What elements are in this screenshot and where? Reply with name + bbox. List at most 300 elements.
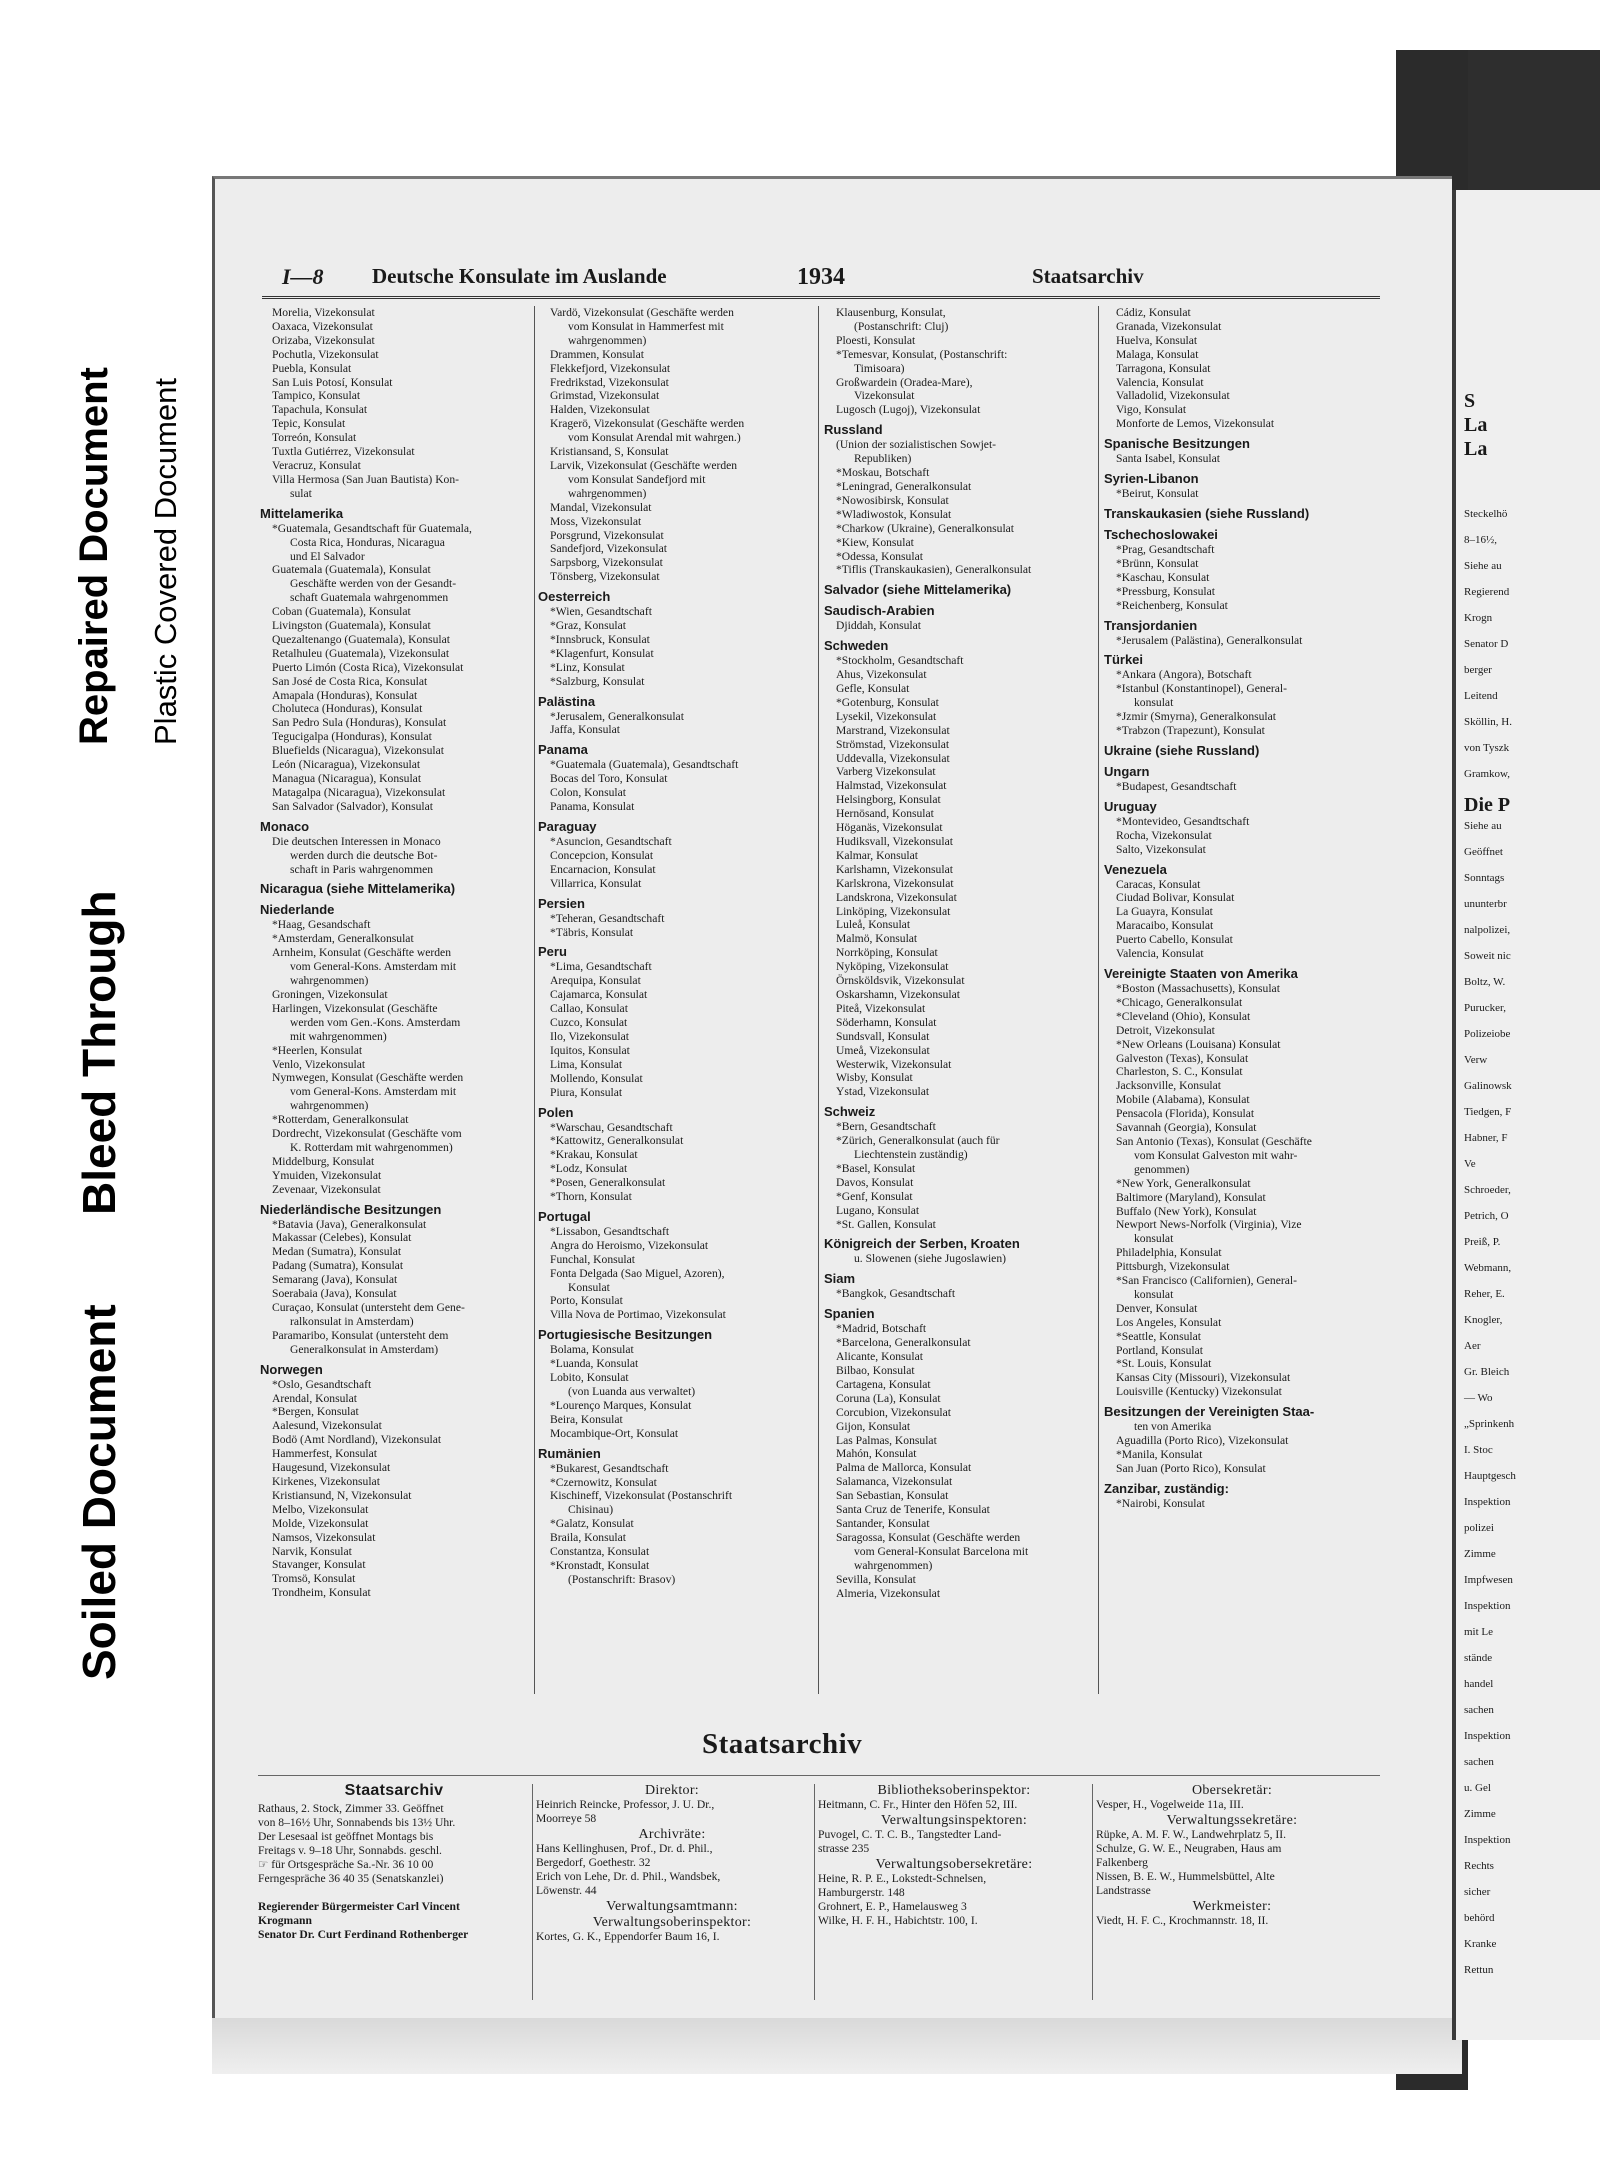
adjacent-page-text: Siehe au <box>1464 820 1502 832</box>
staff-entry: Hans Kellinghusen, Prof., Dr. d. Phil., <box>536 1842 713 1855</box>
adjacent-page-text: ununterbr <box>1464 898 1507 910</box>
consulate-entry: ralkonsulat in Amsterdam) <box>290 1314 414 1328</box>
consulate-entry: *Moskau, Botschaft <box>836 466 930 480</box>
consulate-entry: Concepcion, Konsulat <box>550 848 654 862</box>
consulate-column-1 <box>258 306 526 1696</box>
adjacent-page-text: Purucker, <box>1464 1002 1507 1014</box>
consulate-entry: Valencia, Konsulat <box>1116 947 1204 961</box>
staff-entry: Nissen, B. E. W., Hummelsbüttel, Alte <box>1096 1870 1275 1883</box>
consulate-entry: San Antonio (Texas), Konsulat (Geschäfte <box>1116 1134 1312 1148</box>
consulate-entry: *Kaschau, Konsulat <box>1116 570 1210 584</box>
consulate-entry: Arequipa, Konsulat <box>550 974 641 988</box>
consulate-entry: Moss, Vizekonsulat <box>550 514 642 528</box>
running-header <box>252 258 1382 298</box>
consulate-entry: vom Konsulat Sandefjord mit <box>568 472 706 486</box>
consulate-entry: Callao, Konsulat <box>550 1002 628 1016</box>
consulate-entry: Kristiansand, S, Konsulat <box>550 445 669 459</box>
consulate-entry: Philadelphia, Konsulat <box>1116 1246 1222 1260</box>
consulate-entry: Chisinau) <box>568 1503 614 1517</box>
consulate-entry: Saragossa, Konsulat (Geschäfte werden <box>836 1530 1021 1544</box>
country-heading: Venezuela <box>1104 861 1167 877</box>
consulate-entry: Arnheim, Konsulat (Geschäfte werden <box>272 946 451 960</box>
header-title: Deutsche Konsulate im Auslande <box>372 264 667 288</box>
consulate-entry: Makassar (Celebes), Konsulat <box>272 1231 412 1245</box>
adjacent-page-text: Gr. Bleich <box>1464 1366 1510 1378</box>
staff-role-heading: Obersekretär: <box>1191 1783 1273 1798</box>
consulate-entry: San Sebastian, Konsulat <box>836 1489 949 1503</box>
consulate-entry: *Galatz, Konsulat <box>550 1517 634 1531</box>
consulate-entry: vom General-Kons. Amsterdam mit <box>290 960 457 974</box>
consulate-entry: Flekkefjord, Vizekonsulat <box>550 361 671 375</box>
consulate-entry: *Bukarest, Gesandtschaft <box>550 1461 669 1475</box>
adjacent-page-text: von Tyszk <box>1464 742 1510 754</box>
adjacent-page-text: mit Le <box>1464 1626 1494 1638</box>
adjacent-page-text: polizei <box>1464 1522 1494 1534</box>
consulate-entry: *Lissabon, Gesandtschaft <box>550 1224 670 1238</box>
staff-entry: Schulze, G. W. E., Neugraben, Haus am <box>1096 1842 1282 1855</box>
page-number: I—8 <box>282 264 324 289</box>
adjacent-page-text: handel <box>1464 1678 1494 1690</box>
consulate-entry: Trondheim, Konsulat <box>272 1586 371 1600</box>
consulate-entry: *Budapest, Gesandtschaft <box>1116 779 1237 793</box>
consulate-entry: Republiken) <box>854 452 912 466</box>
consulate-entry: Curaçao, Konsulat (untersteht dem Gene- <box>272 1301 465 1314</box>
staff-entry: Puvogel, C. T. C. B., Tangstedter Land- <box>818 1828 1002 1841</box>
adjacent-page-text: Steckelhö <box>1464 508 1508 520</box>
consulate-entry: San Pedro Sula (Honduras), Konsulat <box>272 716 447 730</box>
consulate-entry: *Pressburg, Konsulat <box>1116 584 1215 598</box>
consulate-entry: *Jzmir (Smyrna), Generalkonsulat <box>1116 710 1277 724</box>
consulate-entry: Huelva, Konsulat <box>1116 333 1198 347</box>
consulate-entry: Sundsvall, Konsulat <box>836 1029 930 1043</box>
consulate-entry: *Oslo, Gesandtschaft <box>272 1377 372 1391</box>
adjacent-page-text: Die P <box>1464 794 1511 816</box>
consulate-entry: Encarnacion, Konsulat <box>550 862 656 876</box>
consulate-entry: Lima, Konsulat <box>550 1057 623 1071</box>
consulate-entry: *Temesvar, Konsulat, (Postanschrift: <box>836 347 1008 361</box>
country-heading: Peru <box>538 944 567 960</box>
consulate-entry: *Barcelona, Generalkonsulat <box>836 1336 971 1350</box>
consulate-entry: Salamanca, Vizekonsulat <box>836 1475 953 1489</box>
adjacent-page-text: berger <box>1464 664 1492 676</box>
info-line: Der Lesesaal ist geöffnet Montags bis <box>258 1830 434 1843</box>
consulate-entry: Tarragona, Konsulat <box>1116 361 1211 375</box>
consulate-entry: Davos, Konsulat <box>836 1175 914 1189</box>
consulate-entry: *New York, Generalkonsulat <box>1116 1176 1251 1190</box>
consulate-entry: Funchal, Konsulat <box>550 1252 636 1266</box>
consulate-entry: sulat <box>290 486 312 500</box>
consulate-entry: *Ankara (Angora), Botschaft <box>1116 668 1252 682</box>
section-title: Staatsarchiv <box>702 1728 863 1760</box>
consulate-entry: Ystad, Vizekonsulat <box>836 1085 930 1099</box>
consulate-entry: Managua (Nicaragua), Konsulat <box>272 772 422 785</box>
consulate-entry: Malaga, Konsulat <box>1116 347 1199 361</box>
consulate-entry: werden durch die deutsche Bot- <box>290 848 438 862</box>
consulate-entry: Timisoara) <box>854 361 905 375</box>
consulate-entry: Galveston (Texas), Konsulat <box>1116 1051 1249 1065</box>
consulate-entry: *Jerusalem (Palästina), Generalkonsulat <box>1116 633 1303 647</box>
consulate-entry: Umeå, Vizekonsulat <box>836 1043 930 1057</box>
country-heading: Russland <box>824 422 883 438</box>
consulate-entry: Villarrica, Konsulat <box>550 876 642 890</box>
country-heading: Spanien <box>824 1306 875 1322</box>
consulate-entry: Torreón, Konsulat <box>272 431 357 445</box>
consulate-entry: Hammerfest, Konsulat <box>272 1447 377 1461</box>
country-heading: Siam <box>824 1271 856 1287</box>
staff-role-heading: Verwaltungsobersekretäre: <box>875 1857 1033 1872</box>
country-heading: Besitzungen der Vereinigten Staa- <box>1104 1404 1315 1420</box>
staatsarchiv-info-column <box>258 1782 530 2002</box>
adjacent-page-text: Sköllin, H. <box>1464 716 1512 728</box>
consulate-entry: Klausenburg, Konsulat, <box>836 306 946 319</box>
adjacent-page-text: S <box>1464 390 1476 412</box>
adjacent-page-text: sachen <box>1464 1704 1494 1716</box>
adjacent-page-text: „Sprinkenh <box>1464 1418 1515 1430</box>
consulate-entry: Portland, Konsulat <box>1116 1343 1203 1357</box>
consulate-entry: Morelia, Vizekonsulat <box>272 306 375 319</box>
consulate-entry: Lugano, Konsulat <box>836 1203 920 1217</box>
consulate-entry: Tuxtla Gutiérrez, Vizekonsulat <box>272 445 415 459</box>
consulate-entry: Liechtenstein zuständig) <box>854 1148 968 1162</box>
consulate-entry: Mobile (Alabama), Konsulat <box>1116 1093 1250 1107</box>
country-heading: Spanische Besitzungen <box>1104 436 1250 452</box>
consulate-entry: *Boston (Massachusetts), Konsulat <box>1116 982 1280 995</box>
consulate-entry: Coban (Guatemala), Konsulat <box>272 605 411 619</box>
adjacent-page-text: Ve <box>1464 1158 1476 1170</box>
adjacent-page-text: Sonntags <box>1464 872 1505 884</box>
consulate-entry: Westerwik, Vizekonsulat <box>836 1057 952 1071</box>
consulate-entry: Mandal, Vizekonsulat <box>550 500 652 514</box>
consulate-entry: Baltimore (Maryland), Konsulat <box>1116 1190 1266 1204</box>
consulate-entry: Vigo, Konsulat <box>1116 403 1187 417</box>
staff-entry: Moorreye 58 <box>536 1812 597 1825</box>
consulate-entry: *Bergen, Konsulat <box>272 1405 359 1419</box>
consulate-entry: *Wladiwostok, Konsulat <box>836 507 952 521</box>
staff-role-heading: Verwaltungsamtmann: <box>606 1899 738 1914</box>
consulate-entry: Vardö, Vizekonsulat (Geschäfte werden <box>550 306 734 319</box>
staff-entry: Löwenstr. 44 <box>536 1884 597 1897</box>
info-lines <box>258 1802 530 1942</box>
staff-entry: Grohnert, E. P., Hamelausweg 3 <box>818 1900 967 1913</box>
consulate-entry: Savannah (Georgia), Konsulat <box>1116 1121 1257 1135</box>
consulate-entry: wahrgenommen) <box>568 333 647 347</box>
country-heading: Syrien-Libanon <box>1104 471 1199 487</box>
consulate-entry: Soerabaia (Java), Konsulat <box>272 1287 397 1301</box>
consulate-entry: (von Luanda aus verwaltet) <box>568 1385 696 1398</box>
country-heading: Persien <box>538 895 585 911</box>
consulate-entry: Geschäfte werden von der Gesandt- <box>290 577 457 591</box>
country-heading: Niederlande <box>260 902 335 918</box>
consulate-entry: werden vom Gen.-Kons. Amsterdam <box>290 1015 461 1029</box>
label-soiled-document: Soiled Document <box>73 1304 125 1680</box>
consulate-entry: Retalhuleu (Guatemala), Vizekonsulat <box>272 646 450 660</box>
consulate-entry: (Union der sozialistischen Sowjet- <box>836 438 997 452</box>
adjacent-page-text: I. Stoc <box>1464 1444 1493 1456</box>
consulate-entry: *Brünn, Konsulat <box>1116 556 1199 570</box>
consulate-entry: Bilbao, Konsulat <box>836 1364 915 1377</box>
consulate-entry: *Wien, Gesandtschaft <box>550 605 652 619</box>
consulate-entry: (Postanschrift: Cluj) <box>854 319 949 333</box>
adjacent-page-text: Inspektion <box>1464 1600 1511 1612</box>
consulate-entry: Hudiksvall, Vizekonsulat <box>836 835 953 848</box>
consulate-entry: Los Angeles, Konsulat <box>1116 1315 1222 1329</box>
consulate-entry: *Nowosibirsk, Konsulat <box>836 493 949 507</box>
consulate-entry: Porsgrund, Vizekonsulat <box>550 528 664 542</box>
label-repaired-document: Repaired Document <box>72 367 116 745</box>
column-divider <box>1098 306 1099 1694</box>
consulate-entry: Dordrecht, Vizekonsulat (Geschäfte vom <box>272 1127 462 1141</box>
consulate-entry: *San Francisco (Californien), General- <box>1116 1274 1297 1288</box>
consulate-entry: Sevilla, Konsulat <box>836 1572 916 1586</box>
consulate-entry: Piteå, Vizekonsulat <box>836 1001 926 1015</box>
staff-role-heading: Werkmeister: <box>1192 1899 1272 1914</box>
consulate-entry: *Lourenço Marques, Konsulat <box>550 1398 692 1412</box>
staff-column-secretaries <box>1096 1782 1368 2002</box>
country-heading: Portugal <box>538 1208 591 1224</box>
adjacent-page-text: sicher <box>1464 1886 1491 1898</box>
consulate-entry: K. Rotterdam mit wahrgenommen) <box>290 1140 453 1154</box>
consulate-entry: Strömstad, Vizekonsulat <box>836 737 950 751</box>
consulate-entry: Cádiz, Konsulat <box>1116 306 1191 319</box>
consulate-entry: *Thorn, Konsulat <box>550 1190 632 1204</box>
adjacent-page-text: Rechts <box>1464 1860 1494 1872</box>
consulate-entry: *Reichenberg, Konsulat <box>1116 598 1228 612</box>
consulate-entry: Tönsberg, Vizekonsulat <box>550 570 660 584</box>
consulate-entry: Villa Nova de Portimao, Vizekonsulat <box>550 1308 726 1322</box>
consulate-entry: Groningen, Vizekonsulat <box>272 987 388 1001</box>
adjacent-page-text: Senator D <box>1464 638 1509 650</box>
adjacent-page-text: Krogn <box>1464 612 1493 624</box>
consulate-entry: *Klagenfurt, Konsulat <box>550 646 654 660</box>
adjacent-page-text: Inspektion <box>1464 1730 1511 1742</box>
consulate-entry: *Kiew, Konsulat <box>836 535 914 549</box>
consulate-entry: Jaffa, Konsulat <box>550 723 620 737</box>
consulate-entry: Colon, Konsulat <box>550 786 627 800</box>
consulate-entry: Ilo, Vizekonsulat <box>550 1029 629 1043</box>
consulate-entry: Djiddah, Konsulat <box>836 619 922 633</box>
consulate-entry: Namsos, Vizekonsulat <box>272 1530 376 1544</box>
country-heading: Mittelamerika <box>260 505 344 521</box>
adjacent-page-text: Reher, E. <box>1464 1288 1505 1300</box>
consulate-entry: Nymwegen, Konsulat (Geschäfte werden <box>272 1071 464 1085</box>
consulate-entry: *Guatemala, Gesandtschaft für Guatemala, <box>272 521 472 535</box>
info-line: von 8–16½ Uhr, Sonnabends bis 13½ Uhr. <box>258 1816 456 1829</box>
column-divider <box>532 1784 533 2000</box>
consulate-entry: Puerto Limón (Costa Rica), Vizekonsulat <box>272 660 464 674</box>
consulate-entry: Wisby, Konsulat <box>836 1071 913 1085</box>
consulate-entry: vom Konsulat Galveston mit wahr- <box>1134 1148 1298 1162</box>
consulate-entry: Höganäs, Vizekonsulat <box>836 821 943 835</box>
consulate-entry: La Guayra, Konsulat <box>1116 905 1213 919</box>
consulate-entry: Fredrikstad, Vizekonsulat <box>550 375 669 389</box>
consulate-entry: konsulat <box>1134 696 1174 710</box>
adjacent-page-text: Zimme <box>1464 1808 1496 1820</box>
consulate-entry: Jacksonville, Konsulat <box>1116 1079 1221 1093</box>
consulate-column-4 <box>1102 306 1370 1696</box>
adjacent-page-fragment <box>1452 190 1600 2040</box>
consulate-entry: Padang (Sumatra), Konsulat <box>272 1259 404 1273</box>
consulate-entry: Norrköping, Konsulat <box>836 946 938 960</box>
consulate-entry: konsulat <box>1134 1232 1174 1246</box>
consulate-entry: Malmö, Konsulat <box>836 932 918 946</box>
consulate-entry: Hernösand, Konsulat <box>836 807 934 821</box>
consulate-entry: Kansas City (Missouri), Vizekonsulat <box>1116 1371 1291 1385</box>
staff-entry: Landstrasse <box>1096 1884 1151 1897</box>
consulate-entry: Helsingborg, Konsulat <box>836 793 941 807</box>
adjacent-page-text: stände <box>1464 1652 1493 1664</box>
adjacent-page-text: Polizeiobe <box>1464 1028 1511 1040</box>
consulate-entry: u. Slowenen (siehe Jugoslawien) <box>854 1252 1006 1266</box>
consulate-entry: Rocha, Vizekonsulat <box>1116 828 1212 842</box>
consulate-entry: Salto, Vizekonsulat <box>1116 842 1206 856</box>
country-heading: Oesterreich <box>538 589 611 605</box>
consulate-entry: Puerto Cabello, Konsulat <box>1116 933 1233 947</box>
consulate-entry: Arendal, Konsulat <box>272 1391 358 1405</box>
consulate-entry: Villa Hermosa (San Juan Bautista) Kon- <box>272 472 460 486</box>
column-divider <box>534 306 535 1694</box>
column-divider <box>814 1784 815 2000</box>
consulate-entry: Guatemala (Guatemala), Konsulat <box>272 563 431 577</box>
staff-entry: Bergedorf, Goethestr. 32 <box>536 1856 651 1869</box>
consulate-entry: konsulat <box>1134 1287 1174 1301</box>
consulate-entry: *Bangkok, Gesandtschaft <box>836 1287 956 1301</box>
consulate-entry: Ciudad Bolivar, Konsulat <box>1116 891 1235 905</box>
consulate-column-3 <box>822 306 1090 1696</box>
header-rule <box>262 296 1380 299</box>
consulate-entry: Tapachula, Konsulat <box>272 403 368 417</box>
staff-entry: Vesper, H., Vogelweide 11a, III. <box>1096 1798 1244 1811</box>
consulate-entry: Palma de Mallorca, Konsulat <box>836 1461 972 1475</box>
consulate-entry: Granada, Vizekonsulat <box>1116 319 1222 333</box>
consulate-entry: *New Orleans (Louisana) Konsulat <box>1116 1037 1281 1051</box>
consulate-entry: Melbo, Vizekonsulat <box>272 1502 369 1516</box>
consulate-entry: wahrgenommen) <box>290 974 369 988</box>
consulate-entry: *Czernowitz, Konsulat <box>550 1475 657 1489</box>
staff-entry: Rüpke, A. M. F. W., Landwehrplatz 5, II. <box>1096 1828 1287 1841</box>
consulate-entry: Sarpsborg, Vizekonsulat <box>550 556 663 570</box>
consulate-entry: Caracas, Konsulat <box>1116 877 1201 891</box>
consulate-entry: *Nairobi, Konsulat <box>1116 1496 1205 1510</box>
consulate-entry: wahrgenommen) <box>854 1558 933 1572</box>
consulate-entry: Newport News-Norfolk (Virginia), Vize <box>1116 1218 1302 1232</box>
staff-role-heading: Direktor: <box>644 1783 700 1798</box>
consulate-entry: Kalmar, Konsulat <box>836 848 918 862</box>
consulate-entry: Die deutschen Interessen in Monaco <box>272 834 441 848</box>
staff-role-heading: Verwaltungsinspektoren: <box>880 1813 1028 1828</box>
consulate-entry: Santa Isabel, Konsulat <box>1116 452 1220 466</box>
staff-entry: Heitmann, C. Fr., Hinter den Höfen 52, III. <box>818 1798 1018 1811</box>
page-shadow <box>212 2018 1462 2074</box>
consulate-column-2 <box>536 306 804 1696</box>
country-heading: Rumänien <box>538 1445 601 1461</box>
consulate-entry: Pittsburgh, Vizekonsulat <box>1116 1260 1230 1274</box>
adjacent-page-text: 8–16½, <box>1464 534 1497 546</box>
consulate-entry: Mollendo, Konsulat <box>550 1071 643 1085</box>
consulate-entry: León (Nicaragua), Vizekonsulat <box>272 758 421 772</box>
consulate-entry: Pensacola (Florida), Konsulat <box>1116 1107 1255 1121</box>
staff-entry: Erich von Lehe, Dr. d. Phil., Wandsbek, <box>536 1870 721 1883</box>
consulate-entry: *Warschau, Gesandtschaft <box>550 1120 673 1134</box>
staff-column-inspectors <box>818 1782 1090 2002</box>
consulate-entry: Narvik, Konsulat <box>272 1544 352 1558</box>
staff-role-heading: Archivräte: <box>638 1827 706 1842</box>
adjacent-page-text: Schroeder, <box>1464 1184 1511 1196</box>
consulate-entry: *Montevideo, Gesandtschaft <box>1116 814 1250 828</box>
consulate-entry: *Bern, Gesandtschaft <box>836 1120 936 1134</box>
adjacent-page-text: Leitend <box>1464 690 1498 702</box>
adjacent-page-text: behörd <box>1464 1912 1495 1924</box>
consulate-entry: *Lima, Gesandtschaft <box>550 960 652 974</box>
consulate-entry: *Jerusalem, Generalkonsulat <box>550 709 684 723</box>
adjacent-page-text: Hauptgesch <box>1464 1470 1516 1482</box>
consulate-entry: *St. Gallen, Konsulat <box>836 1217 936 1231</box>
consulate-entry: Puebla, Konsulat <box>272 361 352 375</box>
consulate-entry: Oskarshamn, Vizekonsulat <box>836 987 961 1001</box>
adjacent-page-text: Geöffnet <box>1464 846 1503 858</box>
staff-entry: Heinrich Reincke, Professor, J. U. Dr., <box>536 1798 715 1811</box>
consulate-entry: Semarang (Java), Konsulat <box>272 1273 398 1287</box>
consulate-entry: *Cleveland (Ohio), Konsulat <box>1116 1009 1251 1023</box>
consulate-entry: Choluteca (Honduras), Konsulat <box>272 702 423 716</box>
country-heading: Palästina <box>538 693 596 709</box>
consulate-entry: Drammen, Konsulat <box>550 347 645 361</box>
consulate-entry: Konsulat <box>568 1280 610 1294</box>
consulate-entry: Cartagena, Konsulat <box>836 1377 931 1391</box>
consulate-entry: Santa Cruz de Tenerife, Konsulat <box>836 1503 990 1517</box>
consulate-entry: Coruna (La), Konsulat <box>836 1391 941 1405</box>
adjacent-page-text: Verw <box>1464 1054 1488 1066</box>
consulate-entry: Stavanger, Konsulat <box>272 1558 366 1572</box>
consulate-entry: Buffalo (New York), Konsulat <box>1116 1204 1257 1218</box>
staff-entry: Wilke, H. F. H., Habichtstr. 100, I. <box>818 1914 978 1927</box>
consulate-entry: Oaxaca, Vizekonsulat <box>272 319 373 333</box>
consulate-entry: Larvik, Vizekonsulat (Geschäfte werden <box>550 458 738 472</box>
info-line: Ferngespräche 36 40 35 (Senatskanzlei) <box>258 1872 444 1885</box>
consulate-entry: Detroit, Vizekonsulat <box>1116 1023 1215 1037</box>
consulate-entry: Nyköping, Vizekonsulat <box>836 960 949 974</box>
consulate-entry: Varberg Vizekonsulat <box>836 765 936 779</box>
consulate-entry: Karlshamn, Vizekonsulat <box>836 862 953 876</box>
staff-entry: Viedt, H. F. C., Krochmannstr. 18, II. <box>1096 1914 1269 1927</box>
consulate-entry: *Luanda, Konsulat <box>550 1357 639 1371</box>
adjacent-page-text: Boltz, W. <box>1464 976 1506 988</box>
consulate-entry: Molde, Vizekonsulat <box>272 1516 369 1530</box>
country-heading: Panama <box>538 742 588 758</box>
staff-entry: Kortes, G. K., Eppendorfer Baum 16, I. <box>536 1930 720 1943</box>
adjacent-page-text: Aer <box>1464 1340 1481 1352</box>
consulate-entry: Kragerö, Vizekonsulat (Geschäfte werden <box>550 417 745 431</box>
consulate-entry: *Haag, Gesandschaft <box>272 918 371 932</box>
staff-role-heading: Verwaltungssekretäre: <box>1166 1813 1298 1828</box>
country-heading: Portugiesische Besitzungen <box>538 1327 713 1343</box>
consulate-entry: *Zürich, Generalkonsulat (auch für <box>836 1134 1000 1148</box>
consulate-entry: Quezaltenango (Guatemala), Konsulat <box>272 632 451 646</box>
consulate-entry: Beira, Konsulat <box>550 1412 623 1426</box>
section-rule <box>258 1775 1380 1776</box>
consulate-entry: Zevenaar, Vizekonsulat <box>272 1182 381 1196</box>
info-line <box>258 1886 530 1900</box>
consulate-entry: *Innsbruck, Konsulat <box>550 632 650 646</box>
consulate-entry: mit wahrgenommen) <box>290 1029 387 1043</box>
consulate-entry: Tromsö, Konsulat <box>272 1572 356 1586</box>
consulate-entry: Santander, Konsulat <box>836 1516 930 1530</box>
consulate-entry: *Odessa, Konsulat <box>836 549 923 563</box>
country-heading: Königreich der Serben, Kroaten <box>824 1236 1020 1252</box>
consulate-entry: Ahus, Vizekonsulat <box>836 668 927 682</box>
consulate-entry: Bluefields (Nicaragua), Vizekonsulat <box>272 744 444 758</box>
consulate-entry: Corcubion, Vizekonsulat <box>836 1405 952 1419</box>
country-heading: Transkaukasien (siehe Russland) <box>1104 505 1310 521</box>
